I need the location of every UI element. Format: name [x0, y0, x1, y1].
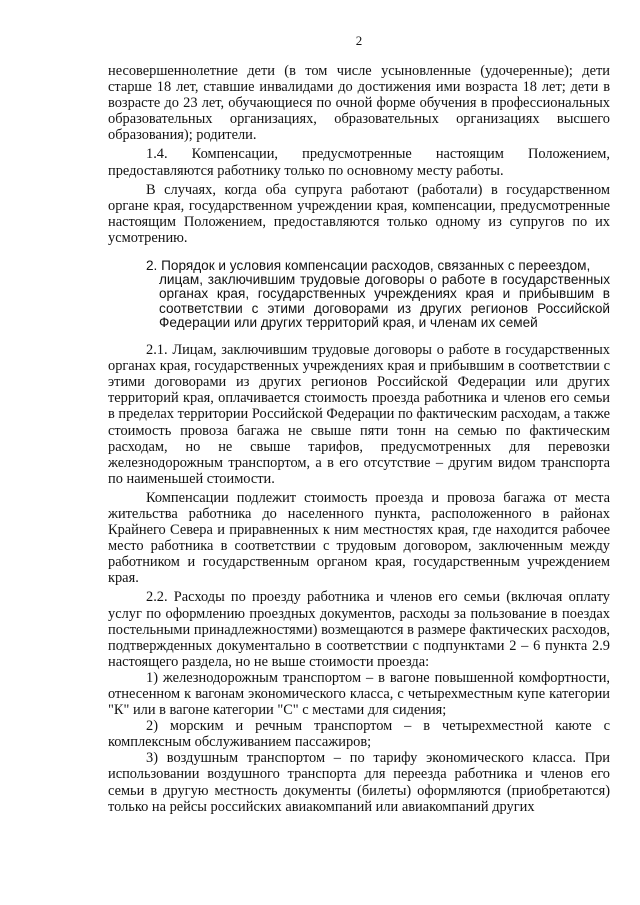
paragraph-spouses: В случаях, когда оба супруга работают (работали) в государственном органе края, государственном учреждении края, компенсации, предусмотренные настоящим Положением, предоставляются только одному из супругов по их усмотрению. — [108, 181, 610, 246]
list-item-railway: 1) железнодорожным транспортом – в вагоне повышенной комфортности, отнесенном к вагонам экономического класса, с четырехместным купе категории "К" или в вагоне категории "С" с местами для сидения; — [108, 669, 610, 719]
section-2-title — [108, 259, 610, 330]
section-2-title-first-line: 2. Порядок и условия компенсации расходов, связанных с переездом, — [146, 258, 591, 274]
paragraph-family-members: несовершеннолетние дети (в том числе усыновленные (удочеренные); дети старше 18 лет, ставшие инвалидами до достижения ими возраста 18 лет; дети в возрасте до 23 лет, обучающиеся по очной форме обучения в профессиональных образовательных организациях, образовательных организациях высшего образования); родители. — [108, 63, 610, 144]
list-item-sea-river: 2) морским и речным транспортом – в четырехместной каюте с комплексным обслуживанием пассажиров; — [108, 718, 610, 751]
paragraph-2-1: 2.1. Лицам, заключившим трудовые договоры о работе в государственных органах края, государственных учреждениях края и прибывшим в соответствии с этими договорами из других регионов Российской Федерации или других территорий края, оплачивается стоимость проезда работника и членов его семьи в пределах территории Российской Федерации по фактическим расходам, а также стоимость провоза багажа не свыше пяти тонн на семью по фактическим расходам, но не свыше тарифов, предусмотренных для перевозки железнодорожным транспортом, а в его отсутствие – другим видом транспорта по наименьшей стоимости. — [108, 342, 610, 487]
paragraph-1-4: 1.4. Компенсации, предусмотренные настоящим Положением, предоставляются работнику только по основному месту работы. — [108, 146, 610, 179]
page-number: 2 — [355, 33, 363, 48]
paragraph-compensation-scope: Компенсации подлежит стоимость проезда и провоза багажа от места жительства работника до населенного пункта, расположенного в районах Крайнего Севера и приравненных к ним местностях края, где находится рабочее место работника в соответствии с трудовым договором, заключенным между работником и государственным органом края, государственным учреждением края. — [108, 489, 610, 587]
paragraph-2-2: 2.2. Расходы по проезду работника и членов его семьи (включая оплату услуг по оформлению проездных документов, расходы за пользование в поездах постельными принадлежностями) возмещаются в размере фактических расходов, подтвержденных документально в соответствии с подпунктами 2 – 6 пункта 2.9 настоящего раздела, но не выше стоимости проезда: — [108, 589, 610, 670]
list-item-air: 3) воздушным транспортом – по тарифу экономического класса. При использовании воздушного транспорта для переезда работника и членов его семьи в другую местность документы (билеты) оформляются (приобретаются) только на рейсы российских авиакомпаний или авиакомпаний других — [108, 750, 610, 815]
section-2-title-rest: лицам, заключившим трудовые договоры о работе в государственных органах края, государственных учреждениях края и прибывшим в соответствии с этими договорами из других регионов Российской Федерации или других территорий края, и членам их семей — [159, 272, 610, 330]
